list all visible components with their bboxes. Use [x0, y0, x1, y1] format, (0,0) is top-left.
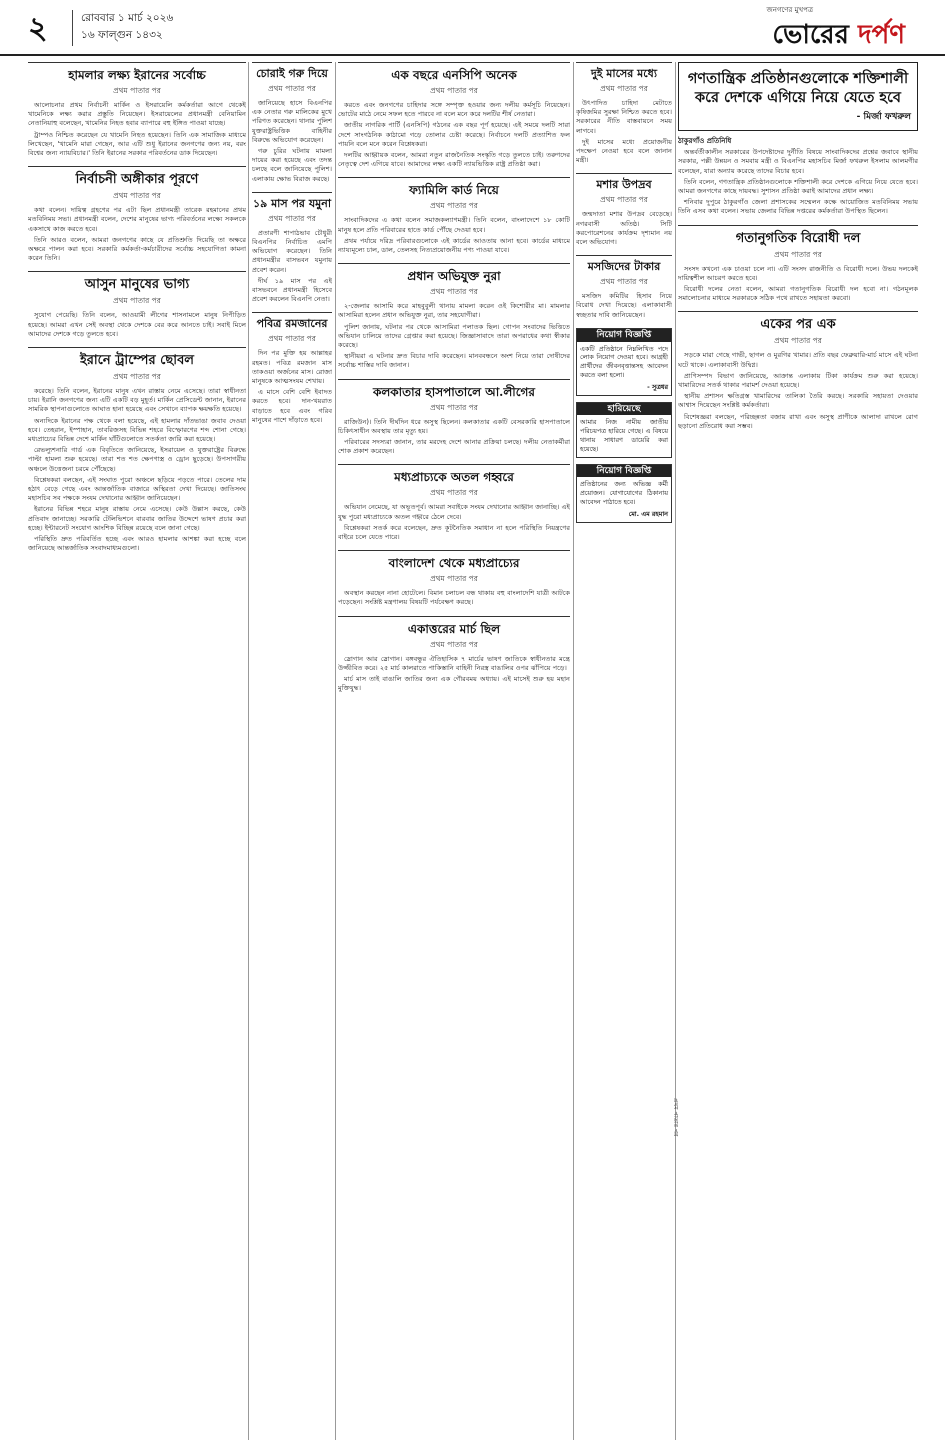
headline: এক বছরে এনসিপি অনেক	[338, 62, 570, 83]
kicker: প্রথম পাতার পর	[430, 574, 478, 584]
story-body	[252, 99, 332, 184]
paragraph: শনিবার দুপুরে ঠাকুরগাঁও জেলা প্রশাসকের সম্মেলন কক্ষে আয়োজিত মতবিনিময় সভায় তিনি এসব কথা বলেন। সভায় জেলার বিভিন্ন দপ্তরের কর্মকর্তারা উপস্থিত ছিলেন।	[678, 198, 918, 216]
story-body	[338, 216, 570, 255]
headline: দুই মাসের মধ্যে	[576, 62, 672, 81]
column-rule	[573, 62, 574, 1440]
story-one-after-another	[678, 311, 918, 431]
paragraph: বিশেষজ্ঞরা বলছেন, পরিচ্ছন্নতা বজায় রাখা এবং অসুস্থ প্রাণীকে আলাদা রাখলে রোগ ছড়ানো প্রতিরোধ করা সম্ভব।	[678, 412, 918, 430]
margin-note-text: প্রথম পাতার পর	[672, 1098, 679, 1137]
kicker: প্রথম পাতার পর	[430, 639, 478, 649]
date-bengali: ১৬ ফাল্গুন ১৪৩২	[81, 29, 163, 41]
story-body	[338, 655, 570, 694]
headline: বাংলাদেশ থেকে মধ্যপ্রাচ্যের	[338, 550, 570, 571]
paragraph: করেছে। তিনি বলেন, ইরানের মানুষ এখন রাস্তায় নেমে এসেছে। তারা স্বাধীনতা চায়। ইরানি জনগণের জন্য এটি একটি বড় মুহূর্ত। মার্কিন প্রেসিডেন্ট জানান, ইরানের সামরিক স্থাপনাগুলোতে আঘাত হানা হয়েছে এবং সেখানে ব্যাপক ক্ষয়ক্ষতি হয়েছে।	[28, 387, 246, 414]
kicker: প্রথম পাতার পর	[113, 191, 161, 201]
paragraph: করতে এবং জনগণের চাহিদার সঙ্গে সম্পৃক্ত হওয়ার জন্য দলীয় কর্মসূচি নিয়েছেন। ভোটের মাঠে নেমে সফল হতে পারবে না বলে মনে করে দলটির শীর্ষ নেতারা।	[338, 101, 570, 119]
paragraph: বিশ্লেষকরা সতর্ক করে বলেছেন, দ্রুত কূটনৈতিক সমাধান না হলে পরিস্থিতি নিয়ন্ত্রণের বাইরে চলে যেতে পারে।	[338, 523, 570, 542]
lead-story-mirza-fakhrul	[678, 62, 918, 131]
headline: নির্বাচনী অঙ্গীকার পূরণে	[28, 166, 246, 188]
kicker: প্রথম পাতার পর	[430, 86, 478, 95]
headline: একের পর এক	[678, 311, 918, 333]
paragraph: ২-জেলার আসামি করে মাহবুবুলী থানায় মামলা করেন ওই কিশোরীর মা। মামলার আসামিরা হলেন প্রধান অভিযুক্ত নুরা, তার সহযোগীরা।	[338, 302, 570, 320]
kicker: প্রথম পাতার পর	[600, 84, 648, 93]
logo-part-1: ভোরের	[772, 20, 858, 50]
page-number: ২	[28, 11, 48, 46]
story-middle-east-abyss	[338, 464, 570, 542]
story-body	[338, 589, 570, 607]
paragraph: প্রাণিসম্পদ বিভাগ জানিয়েছে, আক্রান্ত এলাকায় টিকা কার্যক্রম শুরু করা হয়েছে। খামারিদের সতর্ক থাকার পরামর্শ দেওয়া হয়েছে।	[678, 371, 918, 390]
kicker: প্রথম পাতার পর	[600, 195, 648, 205]
paragraph: মসজিদ কমিটির হিসাব নিয়ে বিরোধ দেখা দিয়েছে। এলাকাবাসী স্বচ্ছতার দাবি জানিয়েছেন।	[576, 292, 672, 319]
story-body	[252, 229, 332, 305]
headline: ১৯ মাস পর যমুনা	[252, 192, 332, 211]
ad-signature: - সুত্রধর	[647, 382, 668, 391]
kicker: প্রথম পাতার পর	[268, 334, 316, 344]
paragraph: মার্চ মাস তাই বাঙালি জাতির জন্য এক গৌরবময় অধ্যায়। এই মাসেই শুরু হয় মহান মুক্তিযুদ্ধ।	[338, 675, 570, 693]
story-body	[576, 292, 672, 320]
kicker: প্রথম পাতার পর	[430, 201, 478, 211]
logo-tagline: জনগণের মুখপত্র	[766, 6, 813, 14]
paragraph: সাংবাদিকদের এ কথা বলেন সমাজকল্যাণমন্ত্রী। তিনি বলেন, বাংলাদেশে ১৮ কোটি মানুষ হলে প্রতি পরিবারের হাতে কার্ড পৌঁছে দেওয়া হবে।	[338, 216, 570, 234]
headline: একাত্তরের মার্চ ছিল	[338, 616, 570, 637]
story-body	[678, 351, 918, 431]
paragraph: পুলিশ জানায়, ঘটনার পর থেকে আসামিরা পলাতক ছিল। গোপন সংবাদের ভিত্তিতে অভিযান চালিয়ে তাদের গ্রেপ্তার করা হয়েছে। জিজ্ঞাসাবাদে তারা অপরাধের কথা স্বীকার করেছে।	[338, 322, 570, 350]
story-bangladesh-middle-east	[338, 550, 570, 607]
paragraph: অবস্থান করছেন নানা হোটেলে। বিমান চলাচল বন্ধ থাকায় বহু বাংলাদেশি যাত্রী আটকে পড়েছেন। সংশ্লিষ্ট মন্ত্রণালয় বিষয়টি পর্যবেক্ষণ করছে।	[338, 589, 570, 607]
lead-byline: - মির্জা ফখরুল	[856, 112, 911, 122]
story-body	[28, 206, 246, 263]
kicker: প্রথম পাতার পর	[430, 402, 478, 412]
headline: মশার উপদ্রব	[576, 173, 672, 192]
paragraph: দুই মাসের মধ্যে প্রয়োজনীয় পদক্ষেপ নেওয়া হবে বলে জানান মন্ত্রী।	[576, 137, 672, 165]
story-kolkata-hospital	[338, 379, 570, 457]
headline: প্রধান অভিযুক্ত নুরা	[338, 263, 570, 284]
paragraph: অন্তর্বর্তীকালীন সরকারের উপদেষ্টাদের দুর্নীতি বিষয়ে সাংবাদিকদের প্রশ্নের জবাবে স্থানীয় সরকার, পল্লী উন্নয়ন ও সমবায় মন্ত্রী ও বিএনপির মহাসচিব মির্জা ফখরুল ইসলাম আলমগীর বলেছেন, যারা অন্যায় করেছে তাদের বিচার হবে।	[678, 148, 918, 175]
classified-ad-lost	[576, 402, 672, 458]
story-body	[576, 210, 672, 247]
ad-heading: নিয়োগ বিজ্ঞপ্তি	[577, 465, 671, 478]
paragraph: দীর্ঘ ১৯ মাস পর এই বাসভবনে প্রধানমন্ত্রী হিসেবে প্রবেশ করলেন বিএনপি নেতা।	[252, 276, 332, 304]
story-ramadan	[252, 312, 332, 425]
ad-body: প্রতিষ্ঠানের জন্য অভিজ্ঞ কর্মী প্রয়োজন। যোগাযোগের ঠিকানায় আবেদন পাঠাতে হবে।	[580, 480, 668, 506]
kicker: প্রথম পাতার পর	[430, 488, 478, 498]
paragraph: ট্রাম্পও নিশ্চিত করেছেন যে খামেনি নিহত হয়েছেন। তিনি এক সামাজিক মাধ্যমে লিখেছেন, 'খামেনি মারা গেছেন, আর এটি শুধু ইরানের জনগণের জন্য নয়, বরং বিশ্বের জন্য ন্যায়বিচার।' তিনি ইরানের সরকার পরিবর্তনের ডাক দিয়েছেন।	[28, 130, 246, 158]
paragraph: গরু চুরির ঘটনায় মামলা দায়ের করা হয়েছে এবং তদন্ত চলছে বলে জানিয়েছে পুলিশ। এলাকায় ক্ষোভ বিরাজ করছে।	[252, 147, 332, 183]
story-mosquito	[576, 173, 672, 247]
column-1	[28, 62, 246, 1440]
story-body	[338, 418, 570, 457]
kicker: প্রথম পাতার পর	[113, 372, 161, 382]
ad-signature: মো. এম রহমান	[628, 509, 668, 518]
paragraph: জাতীয় নাগরিক পার্টি (এনসিপি) গঠনের এক বছর পূর্ণ হয়েছে। এই সময়ে দলটি সারা দেশে সাংগঠনিক কাঠামো গড়ে তোলার চেষ্টা করেছে। নির্বাচনে দলটি প্রত্যাশিত ফল পায়নি বলে মনে করেন বিশ্লেষকরা।	[338, 121, 570, 148]
correspondent: ঠাকুরগাঁও প্রতিনিধি	[678, 137, 732, 145]
story-two-months	[576, 62, 672, 165]
headline: পবিত্র রমজানের	[252, 312, 332, 331]
lead-story-body	[678, 137, 918, 217]
masthead	[0, 0, 945, 56]
kicker: প্রথম পাতার পর	[268, 84, 316, 93]
story-body	[252, 349, 332, 425]
kicker: প্রথম পাতার পর	[774, 249, 822, 259]
headline: গতানুগতিক বিরোধী দল	[678, 225, 918, 247]
kicker: প্রথম পাতার পর	[113, 296, 161, 306]
vertical-margin-note	[670, 1098, 678, 1438]
paragraph: রাজিউন)। তিনি দীর্ঘদিন ধরে অসুস্থ ছিলেন। কলকাতার একটি বেসরকারি হাসপাতালে চিকিৎসাধীন অবস্থায় তার মৃত্যু হয়।	[338, 417, 570, 435]
story-main-accused	[338, 263, 570, 370]
paragraph: জানিয়েছে হাসে বিএনপির এক নেতার গরু মালিকের মুখে পরিণত করেছেন। থানার পুলিশ যুক্তরাষ্ট্রভিত্তিক বাহিনীর বিরুদ্ধে অভিযোগ করেছেন।	[252, 99, 332, 144]
headline: আসুন মানুষের ভাগ্য	[28, 271, 246, 293]
paragraph: অন্যদিকে ইরানের পক্ষ থেকে বলা হয়েছে, এই হামলার দাঁতভাঙা জবাব দেওয়া হবে। তেহরান, ইস্পাহান, তাবরিজসহ বিভিন্ন শহরে বিস্ফোরণের শব্দ শোনা গেছে। মধ্যপ্রাচ্যের বিভিন্ন দেশে মার্কিন ঘাঁটিগুলোতে সতর্কতা জারি করা হয়েছে।	[28, 416, 246, 444]
classified-ad-recruitment	[576, 328, 672, 396]
ad-body: আমার নিজ নামীয় জাতীয় পরিচয়পত্র হারিয়ে গেছে। এ বিষয়ে থানায় সাধারণ ডায়েরি করা হয়েছে।	[580, 418, 668, 453]
story-mosque-money	[576, 255, 672, 320]
story-body	[28, 311, 246, 339]
story-body	[678, 265, 918, 304]
column-5	[678, 62, 918, 1440]
paragraph: সড়কে মারা গেছে গাভী, ছাগল ও মুরগির খামার। প্রতি বছর ফেব্রুয়ারি-মার্চ মাসে এই ঘটনা ঘটে থাকে। এলাকাবাসী উদ্বিগ্ন।	[678, 351, 918, 369]
story-election-promise	[28, 166, 246, 263]
paragraph: সংসদ কখনো এক চাওয়া চলে না। এটি সংসদ রাজনীতি ও বিরোধী দলে। উভয় দলকেই দায়িত্বশীল আচরণ করতে হবে।	[678, 264, 918, 282]
date-box	[72, 10, 222, 46]
paragraph: উৎপাদিত চাহিদা মেটাতে কৃষিজমির সুরক্ষা নিশ্চিত করতে হবে। সরকারের নীতি বাস্তবায়নে সময় লাগবে।	[576, 99, 672, 135]
headline: ফ্যামিলি কার্ড নিয়ে	[338, 177, 570, 198]
story-body	[338, 101, 570, 169]
column-rule	[335, 62, 336, 1440]
classified-ad-recruitment-2	[576, 464, 672, 523]
paragraph: ইরানের বিভিন্ন শহরে মানুষ রাস্তায় নেমে এসেছে। কেউ উল্লাস করছে, কেউ প্রতিবাদ জানাচ্ছে। সরকারি টেলিভিশনে বারবার জাতির উদ্দেশে ভাষণ প্রচার করা হচ্ছে। ইন্টারনেট সংযোগ আংশিক বিচ্ছিন্ন রয়েছে বলে জানা গেছে।	[28, 505, 246, 532]
story-body	[338, 302, 570, 370]
kicker: প্রথম পাতার পর	[774, 336, 822, 346]
paragraph: জন্মদাতা মশার উপদ্রব বেড়েছে। নগরবাসী অতিষ্ঠ। সিটি করপোরেশনের কার্যক্রম দৃশ্যমান নয় বলে অভিযোগ।	[576, 210, 672, 247]
story-iran-target	[28, 62, 246, 158]
logo-part-2: দর্পণ	[857, 20, 905, 50]
story-ncp	[338, 62, 570, 169]
story-body	[28, 387, 246, 553]
paragraph: স্লোগান আর স্লোগান। বঙ্গবন্ধুর ঐতিহাসিক ৭ মার্চের ভাষণ জাতিকে স্বাধীনতার মন্ত্রে উজ্জীবিত করে। ২৫ মার্চ কালরাতে পাকিস্তানি বাহিনী নিরস্ত্র বাঙালির ওপর ঝাঁপিয়ে পড়ে।	[338, 654, 570, 672]
column-4	[576, 62, 672, 1440]
paragraph: স্থানীয় প্রশাসন ক্ষতিগ্রস্ত খামারিদের তালিকা তৈরি করছে। সরকারি সহায়তা দেওয়ার আশ্বাস দিয়েছেন সংশ্লিষ্ট কর্মকর্তারা।	[678, 392, 918, 410]
paragraph: দলটির আহ্বায়ক বলেন, আমরা নতুন রাজনৈতিক সংস্কৃতি গড়ে তুলতে চাই। তরুণদের নেতৃত্বে দেশ এগিয়ে যাবে। আমাদের লক্ষ্য একটি ন্যায়ভিত্তিক রাষ্ট্র প্রতিষ্ঠা করা।	[338, 151, 570, 169]
ad-heading: হারিয়েছে	[577, 403, 671, 416]
story-body	[338, 503, 570, 542]
paragraph: আলোচনার প্রথম নির্বাচনী মার্কিন ও ইসরায়েলি কর্মকর্তারা আগে থেকেই খামেনিকে লক্ষ্য করার প্রস্তুতি নিয়েছেন। ইসরায়েলের প্রধানমন্ত্রী বেনিয়ামিন নেতানিয়াহু বলেছেন, খামেনির নিহত হবার ব্যাপারে বহু ইঙ্গিত পাওয়া যাচ্ছে।	[28, 101, 246, 128]
paragraph: অভিযান নেমেছে, যা অভূতপূর্ব। আমরা সবাইকে সংযম দেখানোর আহ্বান জানাচ্ছি। এই যুদ্ধ পুরো মধ্যপ্রাচ্যকে অতল গহ্বরে ঠেলে দেবে।	[338, 503, 570, 521]
story-peoples-fate	[28, 271, 246, 339]
kicker: প্রথম পাতার পর	[268, 213, 316, 223]
kicker: প্রথম পাতার পর	[113, 86, 161, 95]
story-body	[678, 137, 918, 217]
headline: কলকাতার হাসপাতালে আ.লীগের	[338, 379, 570, 400]
paragraph: স্থানীয়রা এ ঘটনার দ্রুত বিচার দাবি করেছেন। মানববন্ধনে অংশ নিয়ে তারা দোষীদের সর্বোচ্চ শাস্তির দাবি জানান।	[338, 352, 570, 370]
paragraph: কথা বলেন। দায়িত্ব গ্রহণের পর এটা ছিল প্রধানমন্ত্রী তারেক রহমানের প্রথম মতবিনিময় সভা। প্রধানমন্ত্রী বলেন, দেশের মানুষের ভাগ্য পরিবর্তনের লক্ষ্যে সকলকে একসাথে কাজ করতে হবে।	[28, 206, 246, 233]
kicker: প্রথম পাতার পর	[600, 277, 648, 287]
date-weekday: রোববার ১ মার্চ ২০২৬	[81, 12, 174, 24]
paragraph: সুযোগ পেয়েছি। তিনি বলেন, আওয়ামী লীগের শাসনামলে মানুষ নিপীড়িত হয়েছে। আমরা এখন সেই অবস্থা থেকে দেশকে বের করে আনতে চাই। সবাই মিলে আমাদের দেশকে গড়ে তুলতে হবে।	[28, 311, 246, 338]
story-opposition	[678, 225, 918, 304]
headline: মধ্যপ্রাচ্যকে অতল গহ্বরে	[338, 464, 570, 485]
column-3	[338, 62, 570, 1440]
headline: মসজিদের টাকার	[576, 255, 672, 274]
ad-heading: নিয়োগ বিজ্ঞপ্তি	[577, 329, 671, 342]
headline: চোরাই গরু দিয়ে	[252, 62, 332, 81]
headline: হামলার লক্ষ্য ইরানের সর্বোচ্চ	[28, 62, 246, 83]
story-family-card	[338, 177, 570, 255]
story-jamuna	[252, 192, 332, 305]
headline: ইরানে ট্রাম্পের ছোবল	[28, 347, 246, 369]
paragraph: তিনি বলেন, গণতান্ত্রিক প্রতিষ্ঠানগুলোকে শক্তিশালী করে দেশকে এগিয়ে নিয়ে যেতে হবে। আমরা জনগণের কাছে দায়বদ্ধ। সুশাসন প্রতিষ্ঠা করাই আমাদের প্রধান লক্ষ্য।	[678, 177, 918, 196]
paragraph: প্রতারণী শাপাঠভাব চৌধুরী বিএনপির নির্বাচিত এমপি অভিযোগ করেছেন। তিনি প্রধানমন্ত্রীর বাসভবন যমুনায় প্রবেশ করেন।	[252, 228, 332, 274]
column-rule	[248, 62, 249, 1440]
paragraph: এ মাসে বেশি বেশি ইবাদত করতে হবে। দান-খয়রাত বাড়াতে হবে এবং গরিব মানুষের পাশে দাঁড়াতে হবে।	[252, 388, 332, 424]
ad-body: একটি প্রতিষ্ঠানে নিম্নলিখিত পদে লোক নিয়োগ দেওয়া হবে। আগ্রহী প্রার্থীদের জীবনবৃত্তান্তসহ আবেদন করতে বলা হলো।	[580, 344, 668, 380]
paragraph: বিরোধী দলের নেতা বলেন, আমরা গতানুগতিক বিরোধী দল হবো না। গঠনমূলক সমালোচনার মাধ্যমে সরকারকে সঠিক পথে রাখতে সহায়তা করবো।	[678, 285, 918, 303]
column-2	[252, 62, 332, 1440]
story-body	[576, 99, 672, 165]
newspaper-logo	[705, 8, 905, 48]
lead-headline: গণতান্ত্রিক প্রতিষ্ঠানগুলোকে শক্তিশালী করে দেশকে এগিয়ে নিয়ে যেতে হবে	[687, 70, 909, 106]
paragraph: পরিস্থিতি দ্রুত পরিবর্তিত হচ্ছে এবং আরও হামলার আশঙ্কা করা হচ্ছে বলে জানিয়েছে আন্তর্জাতিক সংবাদমাধ্যমগুলো।	[28, 535, 246, 553]
paragraph: প্রথম পর্যায়ে দরিদ্র পরিবারগুলোকে এই কার্ডের আওতায় আনা হবে। কার্ডের মাধ্যমে ন্যায্যমূল্যে চাল, ডাল, তেলসহ নিত্যপ্রয়োজনীয় পণ্য পাওয়া যাবে।	[338, 236, 570, 255]
story-march-1971	[338, 616, 570, 694]
story-body	[28, 101, 246, 158]
paragraph: দিন পর মুক্তি হয় আল্লাহর রহমত। পবিত্র রমজান মাস তাকওয়া অর্জনের মাস। রোজা মানুষকে আত্মসংযম শেখায়।	[252, 349, 332, 386]
story-trump-iran	[28, 347, 246, 553]
paragraph: বিশ্লেষকরা বলছেন, এই সংঘাত পুরো অঞ্চলে ছড়িয়ে পড়তে পারে। তেলের দাম হঠাৎ বেড়ে গেছে এবং আন্তর্জাতিক বাজারে অস্থিরতা দেখা দিয়েছে। জাতিসংঘ মহাসচিব সব পক্ষকে সংযম দেখানোর আহ্বান জানিয়েছেন।	[28, 475, 246, 503]
kicker: প্রথম পাতার পর	[430, 287, 478, 297]
paragraph: পরিবারের সদস্যরা জানান, তার মরদেহ দেশে আনার প্রক্রিয়া চলছে। দলীয় নেতাকর্মীরা শোক প্রকাশ করেছেন।	[338, 438, 570, 456]
story-stolen-cow	[252, 62, 332, 184]
logo-name	[772, 14, 905, 58]
paragraph: রেভল্যুশনারি গার্ড এক বিবৃতিতে জানিয়েছে, ইসরায়েল ও যুক্তরাষ্ট্রের বিরুদ্ধে পাল্টা হামলা শুরু হয়েছে। তারা শত শত ক্ষেপণাস্ত্র ও ড্রোন ছুড়েছে। উপসাগরীয় অঞ্চলে উত্তেজনা চরমে পৌঁছেছে।	[28, 446, 246, 473]
paragraph: তিনি আরও বলেন, আমরা জনগণের কাছে যে প্রতিশ্রুতি দিয়েছি তা অক্ষরে অক্ষরে পালন করা হবে। সরকারি কর্মকর্তা-কর্মচারীদের সর্বোচ্চ সহযোগিতা কামনা করেন তিনি।	[28, 235, 246, 263]
